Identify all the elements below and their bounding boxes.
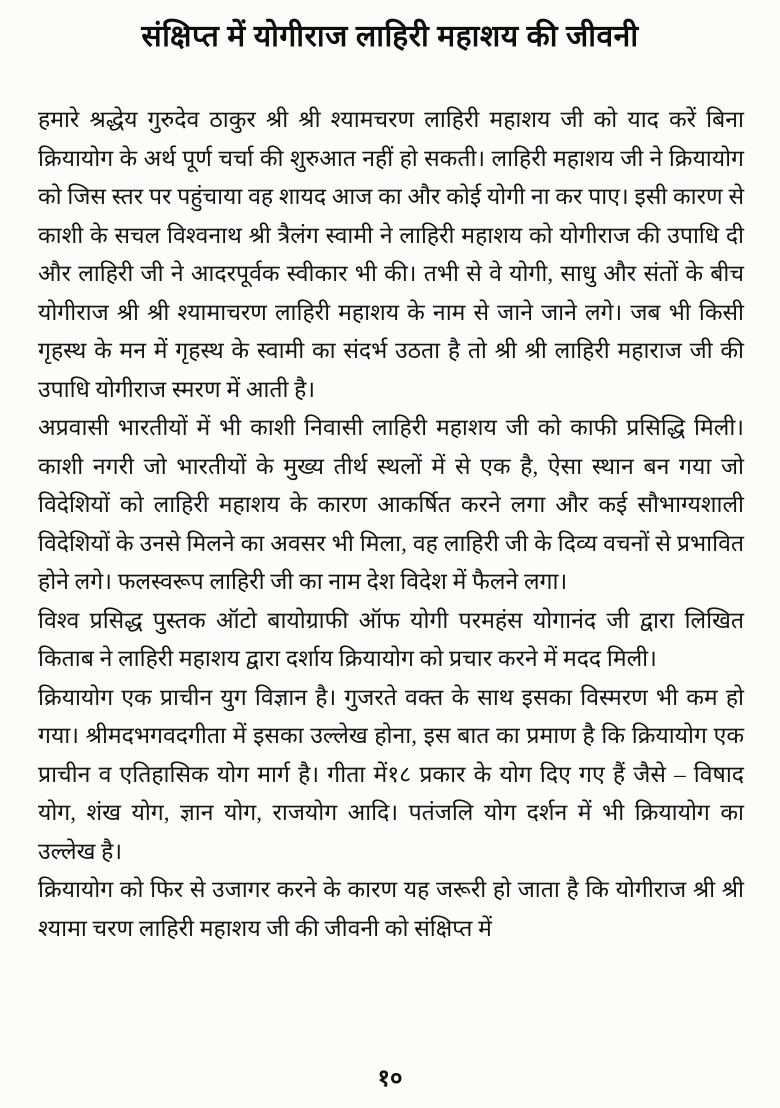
page-number: १०	[377, 1066, 403, 1092]
paragraph-4: क्रियायोग एक प्राचीन युग विज्ञान है। गुजरते वक्त के साथ इसका विस्मरण भी कम हो गया। श्रीमदभगवदगीता में इसका उल्लेख होना, इस बात का प्रमाण है कि क्रियायोग एक प्राचीन व एतिहासिक योग मार्ग है। गीता में१८ प्रकार के योग दिए गए हैं जैसे – विषाद योग, शंख योग, ज्ञान योग, राजयोग आदि। पतंजलि योग दर्शन में भी क्रियायोग का उल्लेख है।	[38, 684, 744, 864]
page-title: संक्षिप्त में योगीराज लाहिरी महाशय की जीवनी	[141, 20, 639, 53]
paragraph-2: अप्रवासी भारतीयों में भी काशी निवासी लाहिरी महाशय जी को काफी प्रसिद्धि मिली। काशी नगरी जो भारतीयों के मुख्य तीर्थ स्थलों में से एक है, ऐसा स्थान बन गया जो विदेशियों को लाहिरी महाशय के कारण आकर्षित करने लगा और कई सौभाग्यशाली विदेशियों के उनसे मिलने का अवसर भी मिला, वह लाहिरी जी के दिव्य वचनों से प्रभावित होने लगे। फलस्वरूप लाहिरी जी का नाम देश विदेश में फैलने लगा।	[38, 415, 744, 594]
paragraph-1: हमारे श्रद्धेय गुरुदेव ठाकुर श्री श्री श्यामचरण लाहिरी महाशय जी को याद करें बिना क्रियायोग के अर्थ पूर्ण चर्चा की शुरुआत नहीं हो सकती। लाहिरी महाशय जी ने क्रियायोग को जिस स्तर पर पहुंचाया वह शायद आज का और कोई योगी ना कर पाए। इसी कारण से काशी के सचल विश्वनाथ श्री त्रैलंग स्वामी ने लाहिरी महाशय को योगीराज की उपाधि दी और लाहिरी जी ने आदरपूर्वक स्वीकार भी की। तभी से वे योगी, साधु और संतों के बीच योगीराज श्री श्री श्यामाचरण लाहिरी महाशय के नाम से जाने जाने लगे। जब भी किसी गृहस्थ के मन में गृहस्थ के स्वामी का संदर्भ उठता है तो श्री श्री लाहिरी महाराज जी की उपाधि योगीराज स्मरण में आती है।	[38, 107, 744, 402]
paragraph-3: विश्व प्रसिद्ध पुस्तक ऑटो बायोग्राफी ऑफ योगी परमहंस योगानंद जी द्वारा लिखित किताब ने लाहिरी महाशय द्वारा दर्शाय क्रियायोग को प्रचार करने में मदद मिली।	[38, 607, 744, 671]
body-text	[0, 55, 780, 948]
paragraph-5: क्रियायोग को फिर से उजागर करने के कारण यह जरूरी हो जाता है कि योगीराज श्री श्री श्यामा चरण लाहिरी महाशय जी की जीवनी को संक्षिप्त में	[38, 877, 744, 941]
